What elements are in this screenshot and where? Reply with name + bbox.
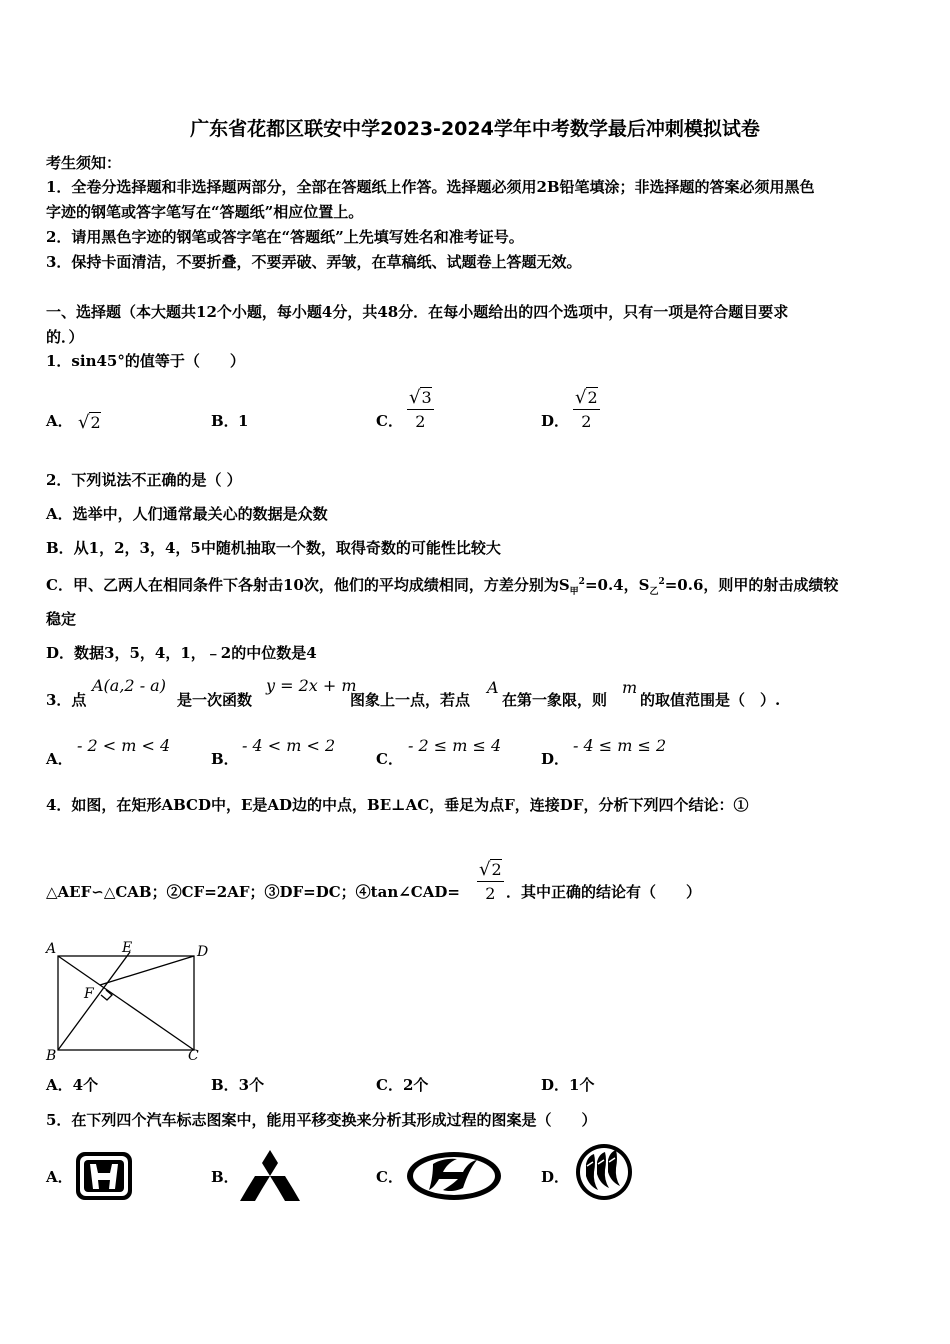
buick-logo-icon <box>574 1142 634 1202</box>
question-1-stem: 1．sin45°的值等于（ ） <box>46 352 245 370</box>
q3-var-m: m <box>622 678 638 697</box>
q4-option-a: A．4个 <box>46 1076 99 1094</box>
q3-text-4: 的取值范围是（ ）. <box>640 691 781 709</box>
q3-option-a-label: A． <box>46 750 73 768</box>
notice-item: 字迹的钢笔或答字笔写在“答题纸”相应位置上。 <box>46 203 364 221</box>
q3-option-c-label: C． <box>376 750 403 768</box>
q4-option-d: D．1个 <box>541 1076 595 1094</box>
label-c: C <box>188 1048 199 1064</box>
line-be <box>58 952 130 1050</box>
question-5-stem: 5．在下列四个汽车标志图案中，能用平移变换来分析其形成过程的图案是（ ） <box>46 1111 597 1129</box>
q1-option-b-label: B． <box>211 412 239 430</box>
hyundai-logo-icon <box>405 1150 503 1202</box>
page-title: 广东省花都区联安中学2023-2024学年中考数学最后冲刺模拟试卷 <box>190 118 760 140</box>
q1-option-b-value: 1 <box>238 412 249 430</box>
label-f: F <box>84 986 94 1002</box>
q3-option-b-label: B． <box>211 750 239 768</box>
q4-option-b: B．3个 <box>211 1076 265 1094</box>
q2-option-c-cont: 稳定 <box>46 610 77 628</box>
q3-text-2: 图象上一点，若点 <box>350 691 471 709</box>
q2-option-c: C．甲、乙两人在相同条件下各射击10次，他们的平均成绩相同，方差分别为$S_甲^2=0.4$，$S_乙^2=0.6$，则甲的射击成绩较 <box>46 576 839 597</box>
notice-item: 1．全卷分选择题和非选择题两部分，全部在答题纸上作答。选择题必须用2B铅笔填涂；非选择题的答案必须用黑色 <box>46 178 815 196</box>
diagonal-ac <box>58 956 194 1050</box>
label-b: B <box>46 1048 57 1064</box>
q5-option-a-label: A． <box>46 1168 73 1186</box>
question-4-stem: 4．如图，在矩形ABCD中，E是AD边的中点，BE⊥AC，垂足为点F，连接DF，分析下列四个结论：① <box>46 796 749 814</box>
q1-option-a-value: √2 <box>78 412 101 433</box>
q3-point-a: A <box>487 678 499 697</box>
mitsubishi-logo-icon <box>240 1148 300 1202</box>
q3-option-b-value: - 4 < m < 2 <box>242 736 336 755</box>
q2-option-d: D．数据3，5，4，1，﹣2的中位数是4 <box>46 644 317 662</box>
q2-option-a: A．选举中，人们通常最关心的数据是众数 <box>46 505 328 523</box>
q3-option-d-label: D． <box>541 750 570 768</box>
q3-function-expr: y = 2x + m <box>266 676 357 695</box>
q1-option-d-fraction: $\frac{√2}{2}$ <box>575 387 598 431</box>
section-heading-cont: 的．） <box>46 328 84 346</box>
question-3-num: 3．点 <box>46 691 87 709</box>
q4-stem-line2-end: ．其中正确的结论有（ ） <box>506 883 702 901</box>
q3-option-c-value: - 2 ≤ m ≤ 4 <box>408 736 502 755</box>
label-e: E <box>122 940 133 956</box>
q1-option-a-label: A． <box>46 412 73 430</box>
q5-option-d-label: D． <box>541 1168 570 1186</box>
q2-option-b: B．从1，2，3，4，5中随机抽取一个数，取得奇数的可能性比较大 <box>46 539 501 557</box>
section-heading: 一、选择题（本大题共12个小题，每小题4分，共48分．在每小题给出的四个选项中，只有一项是符合题目要求 <box>46 303 789 321</box>
notice-item: 2．请用黑色字迹的钢笔或答字笔在“答题纸”上先填写姓名和准考证号。 <box>46 228 524 246</box>
q1-option-c-fraction: $\frac{√3}{2}$ <box>409 387 432 431</box>
label-a: A <box>46 941 57 957</box>
q5-option-c-label: C． <box>376 1168 403 1186</box>
q3-text-3: 在第一象限，则 <box>502 691 608 709</box>
notice-item: 3．保持卡面清洁，不要折叠，不要弄破、弄皱，在草稿纸、试题卷上答题无效。 <box>46 253 582 271</box>
q3-text-1: 是一次函数 <box>177 691 253 709</box>
q3-point-expr: A(a,2 - a) <box>92 676 166 695</box>
q1-option-d-label: D． <box>541 412 570 430</box>
q3-option-a-value: - 2 < m < 4 <box>77 736 171 755</box>
q4-option-c: C．2个 <box>376 1076 429 1094</box>
q1-option-c-label: C． <box>376 412 403 430</box>
question-2-stem: 2．下列说法不正确的是（ ） <box>46 471 242 489</box>
rectangle-figure <box>44 938 214 1066</box>
q3-option-d-value: - 4 ≤ m ≤ 2 <box>573 736 667 755</box>
line-df <box>100 956 194 985</box>
honda-logo-icon <box>75 1151 133 1201</box>
q4-stem-line2: △AEF∽△CAB；②CF=2AF；③DF=DC；④tan∠CAD= <box>46 883 460 901</box>
q5-option-b-label: B． <box>211 1168 239 1186</box>
label-d: D <box>197 944 209 960</box>
q4-tan-fraction: $\frac{√2}{2}$ <box>479 859 502 903</box>
notice-heading: 考生须知： <box>46 154 122 172</box>
